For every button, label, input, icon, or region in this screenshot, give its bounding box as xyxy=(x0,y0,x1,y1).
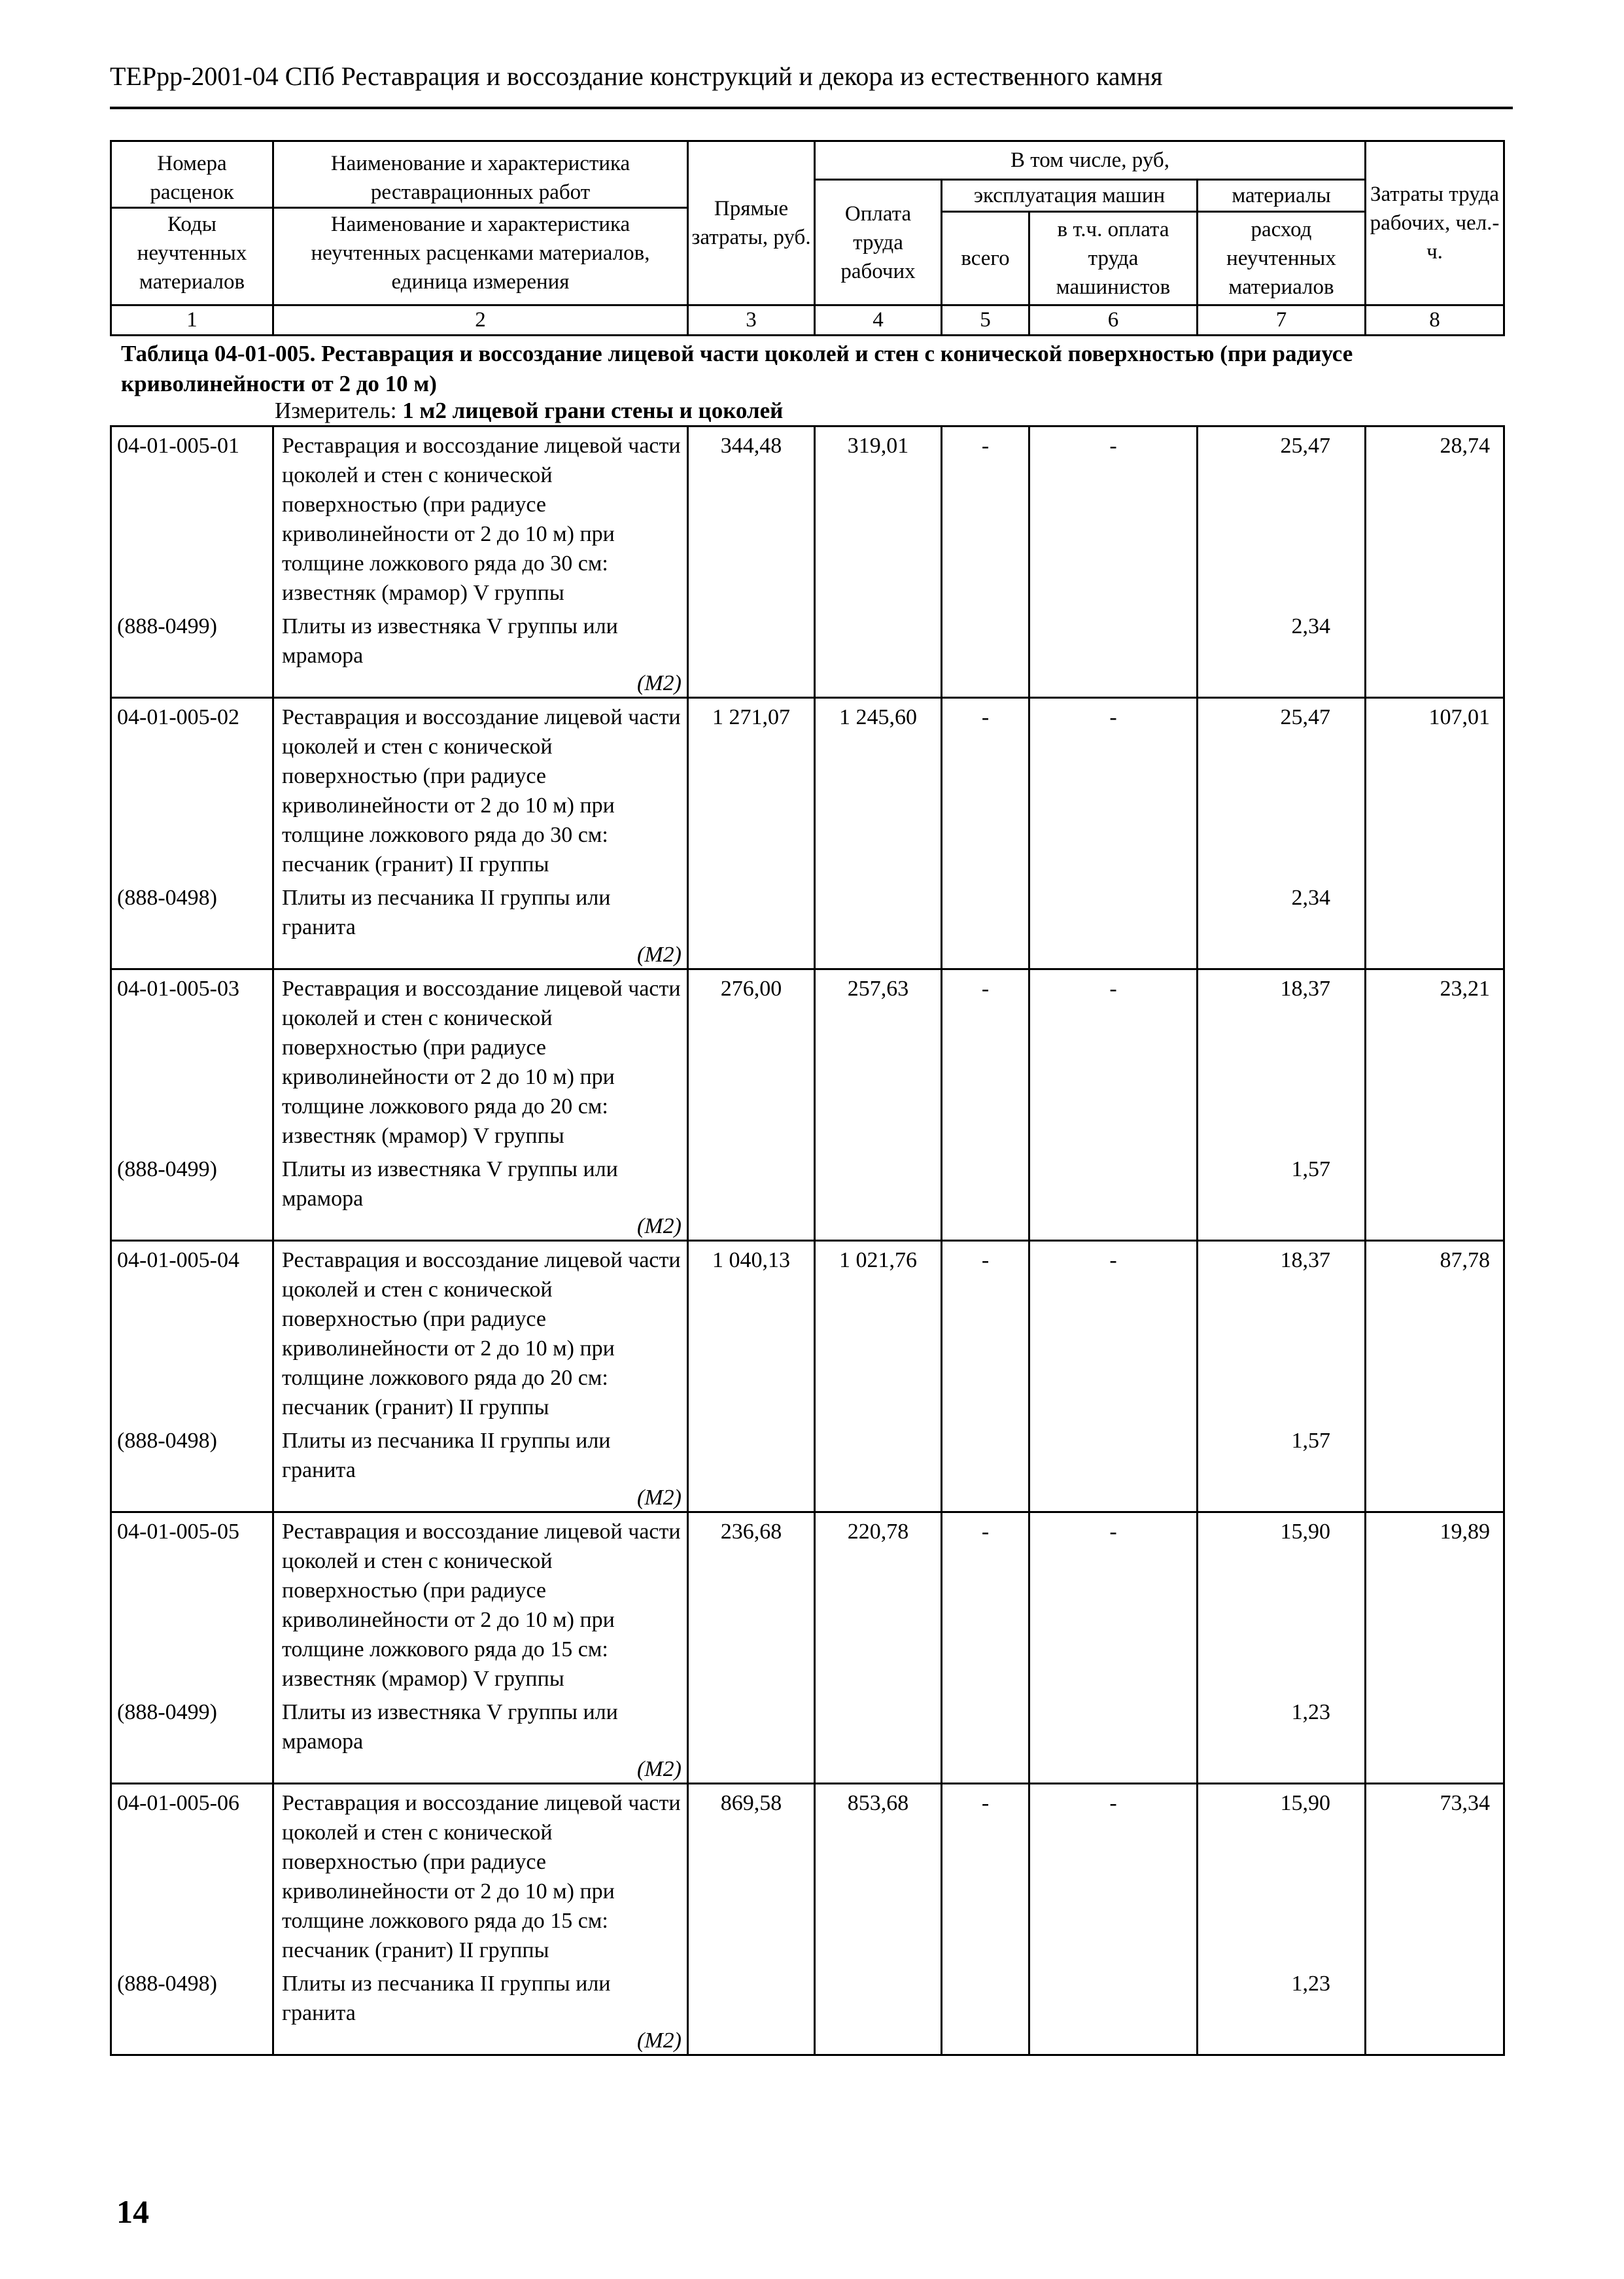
materials-cost: 15,90 xyxy=(1198,1512,1366,1694)
material-code: (888-0498) xyxy=(111,1422,273,1512)
machines-total: - xyxy=(942,426,1029,608)
empty-cell xyxy=(688,879,815,969)
labor-pay: 1 245,60 xyxy=(815,698,942,880)
machinists-pay: - xyxy=(1029,1512,1198,1694)
empty-cell xyxy=(815,1422,942,1512)
material-unit: (М2) xyxy=(637,671,682,695)
rate-code: 04-01-005-04 xyxy=(111,1241,273,1423)
col-number: 4 xyxy=(815,305,942,335)
header-labor-hours: Затраты труда рабочих, чел.-ч. xyxy=(1366,141,1504,305)
material-name-cell xyxy=(273,1151,688,1241)
material-quantity: 1,57 xyxy=(1198,1151,1366,1241)
material-row xyxy=(111,1422,1504,1512)
material-unit: (М2) xyxy=(637,1486,682,1510)
empty-cell xyxy=(815,1965,942,2055)
material-code: (888-0499) xyxy=(111,1694,273,1784)
empty-cell xyxy=(942,608,1029,698)
material-quantity: 2,34 xyxy=(1198,608,1366,698)
empty-cell xyxy=(815,1694,942,1784)
col-number: 7 xyxy=(1198,305,1366,335)
materials-cost: 25,47 xyxy=(1198,426,1366,608)
material-name-cell xyxy=(273,608,688,698)
material-quantity: 1,23 xyxy=(1198,1694,1366,1784)
materials-cost: 15,90 xyxy=(1198,1784,1366,1966)
header-machines: эксплуатация машин xyxy=(942,180,1198,211)
material-row xyxy=(111,879,1504,969)
header-direct-costs: Прямые затраты, руб. xyxy=(688,141,815,305)
table-row xyxy=(111,1512,1504,1694)
material-unit: (М2) xyxy=(637,1757,682,1781)
labor-pay: 1 021,76 xyxy=(815,1241,942,1423)
material-name: Плиты из известняка V группы или мрамора xyxy=(282,1700,618,1754)
materials-cost: 18,37 xyxy=(1198,969,1366,1151)
table-row xyxy=(111,698,1504,880)
direct-costs: 344,48 xyxy=(688,426,815,608)
rate-code: 04-01-005-05 xyxy=(111,1512,273,1694)
machinists-pay: - xyxy=(1029,969,1198,1151)
labor-pay: 319,01 xyxy=(815,426,942,608)
empty-cell xyxy=(1029,879,1198,969)
empty-cell xyxy=(815,879,942,969)
empty-cell xyxy=(1029,1965,1198,2055)
material-code: (888-0499) xyxy=(111,1151,273,1241)
labor-hours: 73,34 xyxy=(1366,1784,1504,1966)
table-row xyxy=(111,1784,1504,1966)
direct-costs: 236,68 xyxy=(688,1512,815,1694)
empty-cell xyxy=(1029,1151,1198,1241)
material-unit: (М2) xyxy=(637,1214,682,1238)
material-code: (888-0499) xyxy=(111,608,273,698)
material-name: Плиты из известняка V группы или мрамора xyxy=(282,1157,618,1211)
empty-cell xyxy=(1029,608,1198,698)
header-labor-pay: Оплата труда рабочих xyxy=(815,180,942,305)
table-header xyxy=(110,140,1505,336)
material-name-cell xyxy=(273,879,688,969)
col-number: 5 xyxy=(942,305,1029,335)
material-quantity: 2,34 xyxy=(1198,879,1366,969)
header-names xyxy=(273,141,688,305)
direct-costs: 869,58 xyxy=(688,1784,815,1966)
header-materials: материалы xyxy=(1198,180,1366,211)
machinists-pay: - xyxy=(1029,426,1198,608)
material-row xyxy=(111,1151,1504,1241)
header-including: В том числе, руб, xyxy=(815,141,1366,180)
empty-cell xyxy=(1029,1422,1198,1512)
material-row xyxy=(111,1694,1504,1784)
material-name: Плиты из песчаника II группы или гранита xyxy=(282,1972,611,2025)
labor-hours: 107,01 xyxy=(1366,698,1504,880)
col-number: 1 xyxy=(111,305,273,335)
empty-cell xyxy=(688,1151,815,1241)
machines-total: - xyxy=(942,698,1029,880)
material-quantity: 1,57 xyxy=(1198,1422,1366,1512)
material-row xyxy=(111,1965,1504,2055)
col-number: 2 xyxy=(273,305,688,335)
empty-cell xyxy=(1366,1422,1504,1512)
direct-costs: 1 271,07 xyxy=(688,698,815,880)
meter-line xyxy=(275,396,783,426)
empty-cell xyxy=(942,1965,1029,2055)
machinists-pay: - xyxy=(1029,698,1198,880)
machinists-pay: - xyxy=(1029,1241,1198,1423)
materials-cost: 18,37 xyxy=(1198,1241,1366,1423)
labor-hours: 19,89 xyxy=(1366,1512,1504,1694)
materials-cost: 25,47 xyxy=(1198,698,1366,880)
machines-total: - xyxy=(942,1512,1029,1694)
rate-name: Реставрация и воссоздание лицевой части цоколей и стен с конической поверхностью (при радиусе криволинейности от 2 до 10 м) при толщине ложкового ряда до 30 см: известняк (мрамор) V группы xyxy=(273,426,688,608)
header-machines-total: всего xyxy=(942,211,1029,305)
empty-cell xyxy=(815,608,942,698)
labor-pay: 257,63 xyxy=(815,969,942,1151)
meter-label: Измеритель: xyxy=(275,398,397,423)
table-row xyxy=(111,1241,1504,1423)
col-number: 8 xyxy=(1366,305,1504,335)
direct-costs: 276,00 xyxy=(688,969,815,1151)
rate-code: 04-01-005-03 xyxy=(111,969,273,1151)
table-caption: Таблица 04-01-005. Реставрация и воссоздание лицевой части цоколей и стен с конической поверхностью (при радиусе криволинейности от 2 до 10 м) xyxy=(121,341,1353,396)
direct-costs: 1 040,13 xyxy=(688,1241,815,1423)
empty-cell xyxy=(1366,879,1504,969)
material-name-cell xyxy=(273,1422,688,1512)
page-number: 14 xyxy=(116,2193,149,2230)
empty-cell xyxy=(815,1151,942,1241)
rate-code: 04-01-005-02 xyxy=(111,698,273,880)
empty-cell xyxy=(942,1694,1029,1784)
empty-cell xyxy=(1366,1151,1504,1241)
material-name: Плиты из песчаника II группы или гранита xyxy=(282,886,611,939)
material-code: (888-0498) xyxy=(111,1965,273,2055)
empty-cell xyxy=(1366,1965,1504,2055)
material-name-cell xyxy=(273,1694,688,1784)
header-work-name: Наименование и характеристика реставрационных работ xyxy=(330,152,631,205)
table-row xyxy=(111,969,1504,1151)
header-material-name: Наименование и характеристика неучтенных расценками материалов, единица измерения xyxy=(274,207,687,296)
header-rate-numbers: Номера расценок xyxy=(150,152,234,205)
table-row xyxy=(111,426,1504,608)
machinists-pay: - xyxy=(1029,1784,1198,1966)
empty-cell xyxy=(688,1965,815,2055)
material-quantity: 1,23 xyxy=(1198,1965,1366,2055)
rate-name: Реставрация и воссоздание лицевой части цоколей и стен с конической поверхностью (при радиусе криволинейности от 2 до 10 м) при толщине ложкового ряда до 20 см: песчаник (гранит) II группы xyxy=(273,1241,688,1423)
rate-name: Реставрация и воссоздание лицевой части цоколей и стен с конической поверхностью (при радиусе криволинейности от 2 до 10 м) при толщине ложкового ряда до 30 см: песчаник (гранит) II группы xyxy=(273,698,688,880)
rate-name: Реставрация и воссоздание лицевой части цоколей и стен с конической поверхностью (при радиусе криволинейности от 2 до 10 м) при толщине ложкового ряда до 15 см: известняк (мрамор) V группы xyxy=(273,1512,688,1694)
empty-cell xyxy=(942,1422,1029,1512)
header-material-codes: Коды неучтенных материалов xyxy=(112,207,272,296)
labor-pay: 220,78 xyxy=(815,1512,942,1694)
machines-total: - xyxy=(942,969,1029,1151)
empty-cell xyxy=(688,1422,815,1512)
col-number: 3 xyxy=(688,305,815,335)
header-machinists-pay: в т.ч. оплата труда машинистов xyxy=(1029,211,1198,305)
labor-pay: 853,68 xyxy=(815,1784,942,1966)
header-codes xyxy=(111,141,273,305)
rate-code: 04-01-005-06 xyxy=(111,1784,273,1966)
material-unit: (М2) xyxy=(637,2028,682,2053)
empty-cell xyxy=(688,1694,815,1784)
empty-cell xyxy=(1366,1694,1504,1784)
empty-cell xyxy=(942,879,1029,969)
material-name: Плиты из песчаника II группы или гранита xyxy=(282,1429,611,1482)
material-name: Плиты из известняка V группы или мрамора xyxy=(282,614,618,668)
meter-value: 1 м2 лицевой грани стены и цоколей xyxy=(402,398,784,423)
machines-total: - xyxy=(942,1784,1029,1966)
labor-hours: 87,78 xyxy=(1366,1241,1504,1423)
col-number: 6 xyxy=(1029,305,1198,335)
material-row xyxy=(111,608,1504,698)
labor-hours: 23,21 xyxy=(1366,969,1504,1151)
empty-cell xyxy=(942,1151,1029,1241)
material-name-cell xyxy=(273,1965,688,2055)
empty-cell xyxy=(1029,1694,1198,1784)
labor-hours: 28,74 xyxy=(1366,426,1504,608)
empty-cell xyxy=(688,608,815,698)
machines-total: - xyxy=(942,1241,1029,1423)
header-material-consumption: расход неучтенных материалов xyxy=(1198,211,1366,305)
header-rule xyxy=(110,107,1513,109)
rate-name: Реставрация и воссоздание лицевой части цоколей и стен с конической поверхностью (при радиусе криволинейности от 2 до 10 м) при толщине ложкового ряда до 20 см: известняк (мрамор) V группы xyxy=(273,969,688,1151)
rates-table xyxy=(110,425,1505,2056)
empty-cell xyxy=(1366,608,1504,698)
rate-name: Реставрация и воссоздание лицевой части цоколей и стен с конической поверхностью (при радиусе криволинейности от 2 до 10 м) при толщине ложкового ряда до 15 см: песчаник (гранит) II группы xyxy=(273,1784,688,1966)
page-header: ТЕРрр-2001-04 СПб Реставрация и воссоздание конструкций и декора из естественного камня xyxy=(110,61,1163,91)
rate-code: 04-01-005-01 xyxy=(111,426,273,608)
material-code: (888-0498) xyxy=(111,879,273,969)
material-unit: (М2) xyxy=(637,943,682,967)
